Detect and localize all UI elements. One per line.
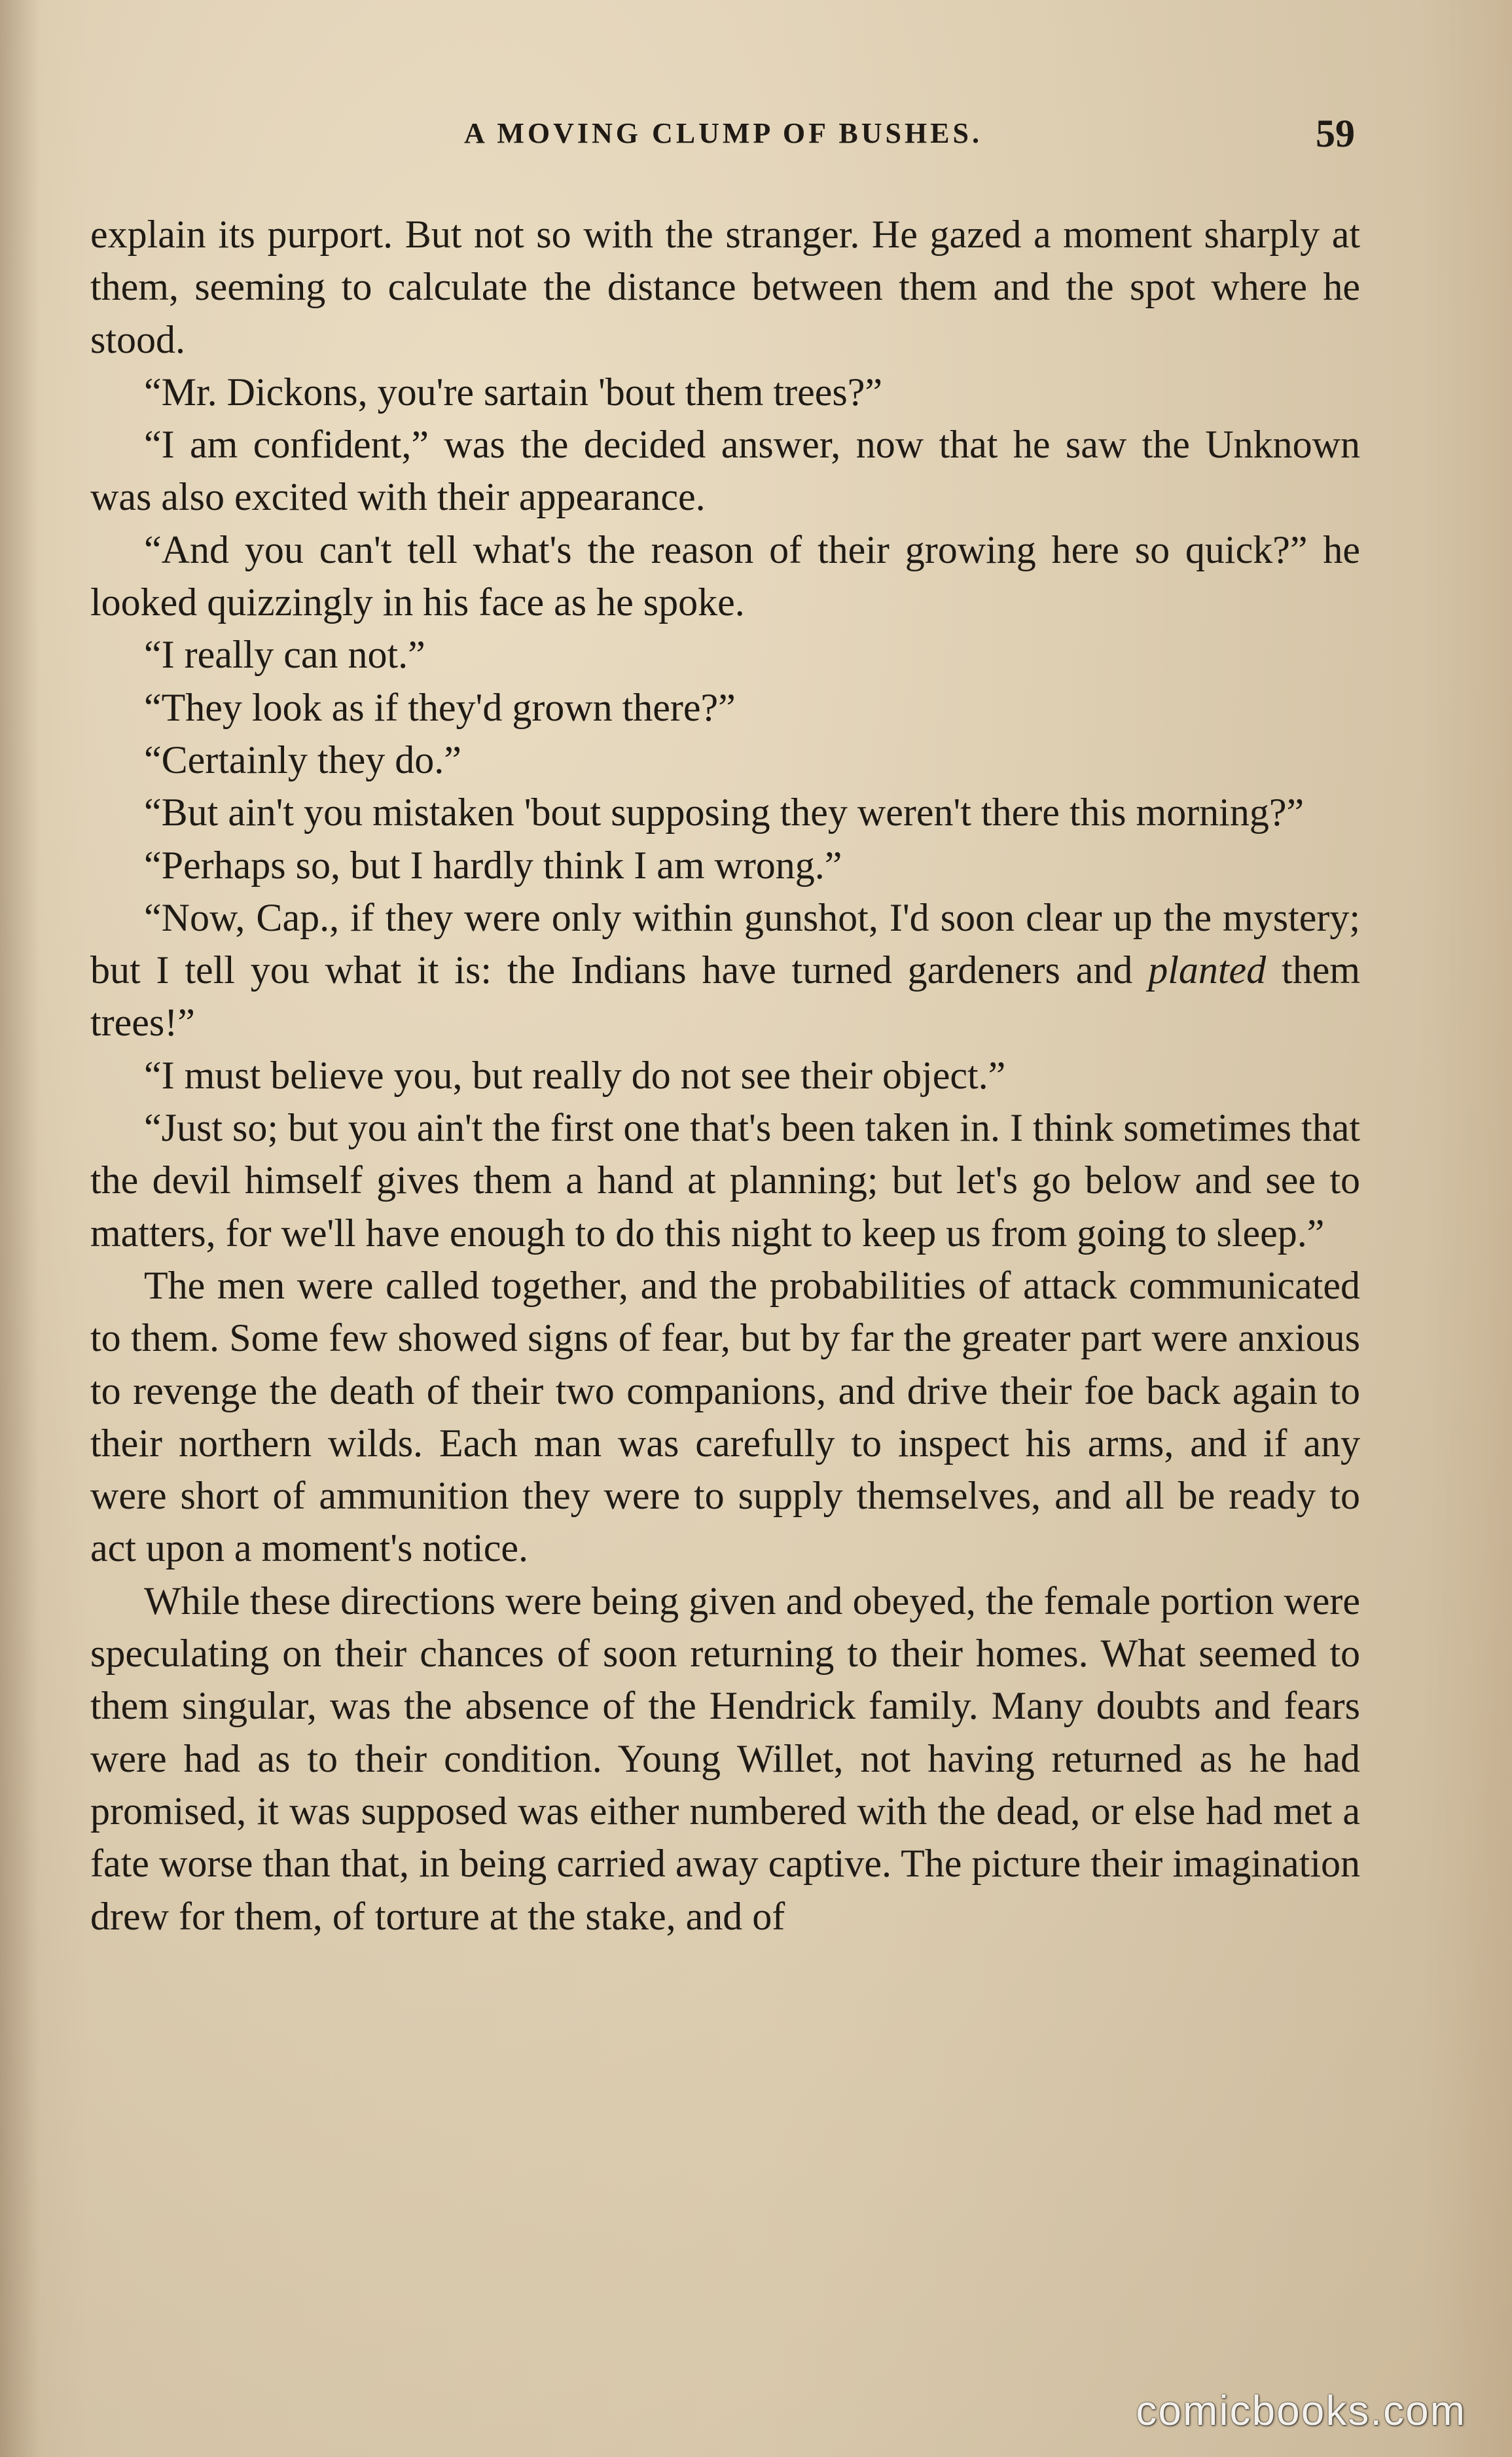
- paragraph: “Perhaps so, but I hardly think I am wrong.”: [144, 843, 842, 887]
- paragraph-text: “Now, Cap., if they were only within gunshot, I'd soon clear up the mystery; but I tell you what it is: the Indians have turned gardeners and: [90, 895, 1360, 992]
- paragraph-text: them trees!”: [90, 948, 1361, 1045]
- page-header: [92, 112, 1355, 169]
- paragraph: [90, 891, 1360, 1049]
- paragraph: “But ain't you mistaken 'bout supposing they weren't there this morning?”: [144, 791, 1305, 834]
- paragraph: While these directions were being given and obeyed, the female portion were speculating on their chances of soon returning to their homes. What seemed to them singular, was the absence of the Hendrick family. Many doubts and fears were had as to their condition. Young Willet, not having returned as he had promised, it was supposed was either numbered with the dead, or else had met a fate worse than that, in being carried away captive. The picture their imagination drew for them, of torture at the stake, and of: [90, 1579, 1360, 1938]
- page-gutter-shadow: [0, 0, 39, 2457]
- watermark: comicbooks.com: [1136, 2387, 1466, 2434]
- paragraph: “Mr. Dickons, you're sartain 'bout them trees?”: [144, 370, 882, 414]
- paragraph: The men were called together, and the probabilities of attack communicated to them. Some few showed signs of fear, but by far the greater part were anxious to revenge the death of their two companions, and drive their foe back again to their northern wilds. Each man was carefully to inspect his arms, and if any were short of ammunition they were to supply themselves, and all be ready to act upon a moment's notice.: [90, 1263, 1360, 1570]
- paragraph: “They look as if they'd grown there?”: [144, 685, 736, 729]
- paragraph: “And you can't tell what's the reason of their growing here so quick?” he looked quizzingly in his face as he spoke.: [90, 528, 1360, 624]
- running-head: A MOVING CLUMP OF BUSHES.: [464, 117, 982, 149]
- page-number: 59: [1316, 112, 1355, 155]
- paragraph: explain its purport. But not so with the stranger. He gazed a moment sharply at them, seeming to calculate the distance between them and the spot where he stood.: [90, 213, 1360, 361]
- paragraph: “Just so; but you ain't the first one that's been taken in. I think sometimes that the devil himself gives them a hand at planning; but let's go below and see to matters, for we'll have enough to do this night to keep us from going to sleep.”: [90, 1106, 1360, 1255]
- paragraph: “I am confident,” was the decided answer, now that he saw the Unknown was also excited with their appearance.: [90, 423, 1360, 519]
- paragraph: “Certainly they do.”: [144, 738, 461, 781]
- paragraph: “I must believe you, but really do not see their object.”: [144, 1053, 1006, 1097]
- body-text: [90, 208, 1360, 1943]
- italic-word: planted: [1148, 948, 1267, 992]
- paragraph: “I really can not.”: [144, 633, 425, 677]
